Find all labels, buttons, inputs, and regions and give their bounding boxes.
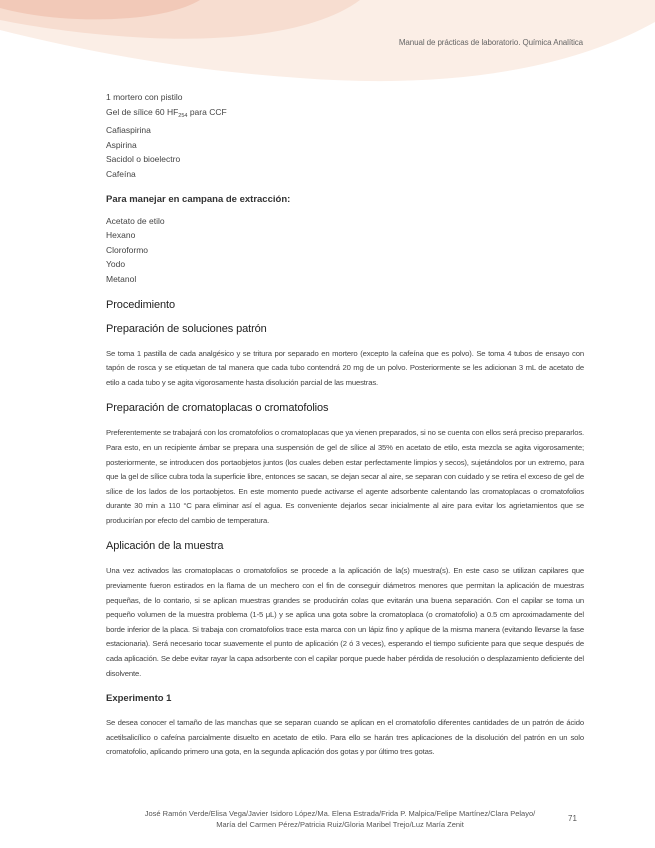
list-item: Metanol [106, 273, 137, 284]
list-item: Cloroformo [106, 244, 149, 255]
list-item: Acetato de etilo [106, 215, 165, 226]
authors-line: José Ramón Verde/Elisa Vega/Javier Isidoro López/Ma. Elena Estrada/Frida P. Malpica/Felipe Martínez/Clara Pelayo/ [144, 809, 536, 818]
list-item: 1 mortero con pistilo [106, 92, 183, 102]
page-number: 71 [568, 814, 577, 823]
list-item: Sacidol o bioelectro [106, 154, 181, 165]
hood-heading: Para manejar en campana de extracción: [106, 193, 291, 205]
list-item: Yodo [106, 259, 126, 270]
list-item: Cafiaspirina [106, 125, 151, 136]
experiment-title: Experimento 1 [106, 693, 172, 705]
list-item: Gel de sílice 60 $HF_{254}$ para CCF [106, 106, 227, 119]
section-title: Aplicación de la muestra [106, 540, 224, 553]
materials-list [106, 90, 584, 182]
hood-list [106, 214, 584, 287]
section-title: Preparación de soluciones patrón [106, 322, 267, 335]
list-item: Aspirina [106, 139, 137, 150]
section-paragraph: Una vez activados las cromatoplacas o cromatofolios se procede a la aplicación de la(s) muestra(s). En este caso se utilizan capilares que previamente fueron estirados en la flama de un mechero con el fin de conseguir diámetros menores que permitan la aplicación de muestras pequeñas, de lo contario, si se aplican muestras grandes se producirán colas que evitarán una buena separación. Con el capilar se toma un pequeño volumen de la muestra problema (1-5 μL) y se aplica una gota sobre la cromatoplaca (o cromatofolio) a 0.5 cm aproximadamente del borde inferior de la placa. Si trabaja con cromatofolios trace esta marca con un lápiz fino y aplique de la misma manera (evitando llevarse la fase estacionaria). Será necesario tocar suavemente el punto de aplicación (2 ó 3 veces), esperando el tiempo suficiente para que seque después de cada aplicación. Se debe evitar rayar la capa adsorbente con el capilar porque puede haber pérdida de resolución o desplazamiento deficiente del disolvente. [106, 566, 584, 678]
running-head-title: Manual de prácticas de laboratorio. Química Analítica [398, 38, 583, 47]
authors-line: María del Carmen Pérez/Patricia Ruiz/Gloria Maribel Trejo/Luz María Zenit [216, 820, 464, 829]
experiment-paragraph: Se desea conocer el tamaño de las manchas que se separan cuando se aplican en el cromatofolio diferentes cantidades de un patrón de ácido acetilsalicílico o cafeína parcialmente disuelto en acetato de etilo. Para ello se harán tres aplicaciones de la disolución del patrón en un solo cromatofolio, aplicando primero una gota, en la segunda aplicación dos gotas y por último tres gotas. [106, 718, 584, 757]
list-item: Hexano [106, 230, 136, 241]
section-paragraph: Se toma 1 pastilla de cada analgésico y se tritura por separado en mortero (excepto la cafeína que es polvo). Se toma 4 tubos de ensayo con tapón de rosca y se etiquetan de tal manera que cada tubo contendrá 20 mg de un polvo. Posteriormente se les adicionan 3 mL de acetato de etilo a cada tubo y se agita vigorosamente hasta disolución parcial de las muestras. [106, 348, 584, 387]
procedure-heading: Procedimiento [106, 298, 176, 311]
section-title: Preparación de cromatoplacas o cromatofolios [106, 402, 329, 415]
page-content [106, 90, 584, 760]
section-paragraph: Preferentemente se trabajará con los cromatofolios o cromatoplacas que ya vienen preparados, si no se cuenta con ellos será preciso prepararlos. Para esto, en un recipiente ámbar se prepara una suspensión de gel de sílice al 35% en acetato de etilo, esta mezcla se agita vigorosamente; posteriormente, se introducen dos portaobjetos juntos (los cuales deben estar perfectamente limpios y secos), sujetándolos por un extremo, para que la gel de sílice cubra toda la superficie libre, entonces se sacan, se dejan secar al aire, se separan con cuidado y se retira el exceso de gel de sílice de los lados de los portaobjetos. En este momento puede activarse el agente adsorbente calentando las cromatoplacas o cromatofolios durante 30 min a 110 °C para eliminar así el agua. Es conveniente dejarlos secar inicialmente al aire para evitar los agrietamientos que se producirían por efecto del cambio de temperatura. [106, 428, 584, 525]
list-item: Cafeína [106, 168, 136, 179]
footer-authors [130, 808, 550, 830]
